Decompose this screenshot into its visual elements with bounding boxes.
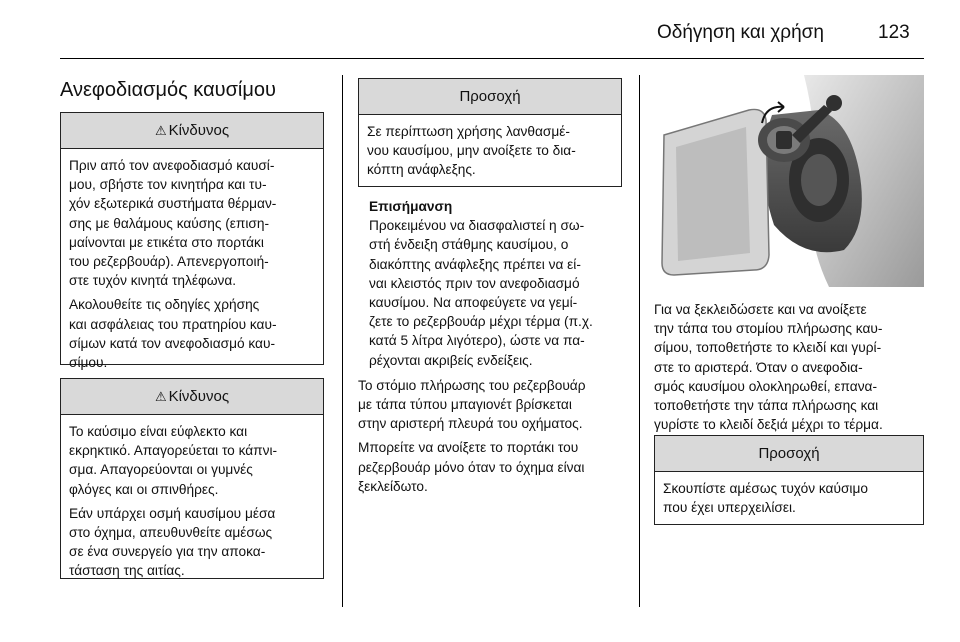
page-number: 123 [878,22,910,43]
warning-triangle-icon: ⚠ [154,389,167,404]
danger-box-2 [60,378,324,579]
danger-box-2-body [61,415,323,587]
section-title: Ανεφοδιασμός καυσίμου [60,79,276,101]
notice-block [358,197,633,501]
fuel-filler-cap-illustration [654,75,924,287]
danger-box-1-heading [61,113,323,149]
caution-box-2 [654,435,924,525]
caution-box-1-heading: Προσοχή [359,79,621,115]
caution-box-2-body: Σκουπίστε αμέσως τυχόν καύσιμο που έχει υπερχειλίσει. [663,481,868,516]
danger-box-1-heading-text: Κίνδυνος [168,122,230,139]
danger-box-2-paragraph-2: Εάν υπάρχει οσμή καυσίμου μέσα στο όχημα, απευθυνθείτε αμέσως σε ένα συνεργείο για την αποκα- τάσταση της αιτίας. [69,505,276,579]
caution-box-2-heading: Προσοχή [655,436,923,472]
danger-box-1-body [61,149,323,378]
danger-box-2-paragraph-1: Το καύσιμο είναι εύφλεκτο και εκρηκτικό. Απαγορεύεται το κάπνι- σμα. Απαγορεύονται οι γυμνές φλόγες και οι σπινθήρες. [69,424,278,497]
notice-label: Επισήμανση [369,199,453,214]
warning-triangle-icon: ⚠ [154,123,167,138]
danger-box-2-heading [61,379,323,415]
danger-box-1-paragraph-2: Ακολουθείτε τις οδηγίες χρήσης και ασφάλειας του πρατηρίου καυ- σίμων κατά τον ανεφοδιασμό καυ- σίμου. [69,297,277,371]
notice-text: Προκειμένου να διασφαλιστεί η σω- στή ένδειξη στάθμης καυσίμου, ο διακόπτης ανάφλεξης πρέπει να εί- ναι κλειστός πριν τον ανεφοδιασμό καυσίμου. Να αποφεύγετε να γεμί- ζετε το ρεζερβουάρ μέχρι τέρμα (π.χ. κατά 5 λίτρα λιγότερο), ώστε να πα- ρέχονται ακριβείς ενδείξεις. [369,218,593,368]
danger-box-2-heading-text: Κίνδυνος [168,388,230,405]
column-divider-1 [342,75,343,607]
danger-box-1 [60,112,324,371]
caution-box-1-body: Σε περίπτωση χρήσης λανθασμέ- νου καυσίμου, μην ανοίξετε το δια- κόπτη ανάφλεξης. [367,124,576,178]
caution-box-1 [358,78,622,187]
danger-box-1-paragraph-1: Πριν από τον ανεφοδιασμό καυσί- μου, σβήστε τον κινητήρα και τυ- χόν εξωτερικά συστήματα θέρμαν- σης με θαλάμους καύσης (επιση- μαίνονται με ετικέτα στο πορτάκι του ρεζερβουάρ). Απενεργοποιή- στε τυχόν κινητά τηλέφωνα. [69,158,277,289]
column-divider-2 [639,75,640,607]
middle-paragraph-2: Μπορείτε να ανοίξετε το πορτάκι του ρεζερβουάρ μόνο όταν το όχημα είναι ξεκλείδωτο. [358,440,585,494]
header-rule [60,58,924,59]
right-paragraph: Για να ξεκλειδώσετε και να ανοίξετε την τάπα του στομίου πλήρωσης καυ- σίμου, τοποθετήστε το κλειδί και γυρί- στε το αριστερά. Όταν ο ανεφοδια- σμός καυσίμου ολοκληρωθεί, επανα- τοποθετήστε την τάπα πλήρωσης και γυρίστε το κλειδί δεξιά μέχρι το τέρμα. [654,302,883,433]
middle-paragraph-1: Το στόμιο πλήρωσης του ρεζερβουάρ με τάπα τύπου μπαγιονέτ βρίσκεται στην αριστερή πλευρά του οχήματος. [358,377,586,432]
running-header-title: Οδήγηση και χρήση [657,22,824,43]
